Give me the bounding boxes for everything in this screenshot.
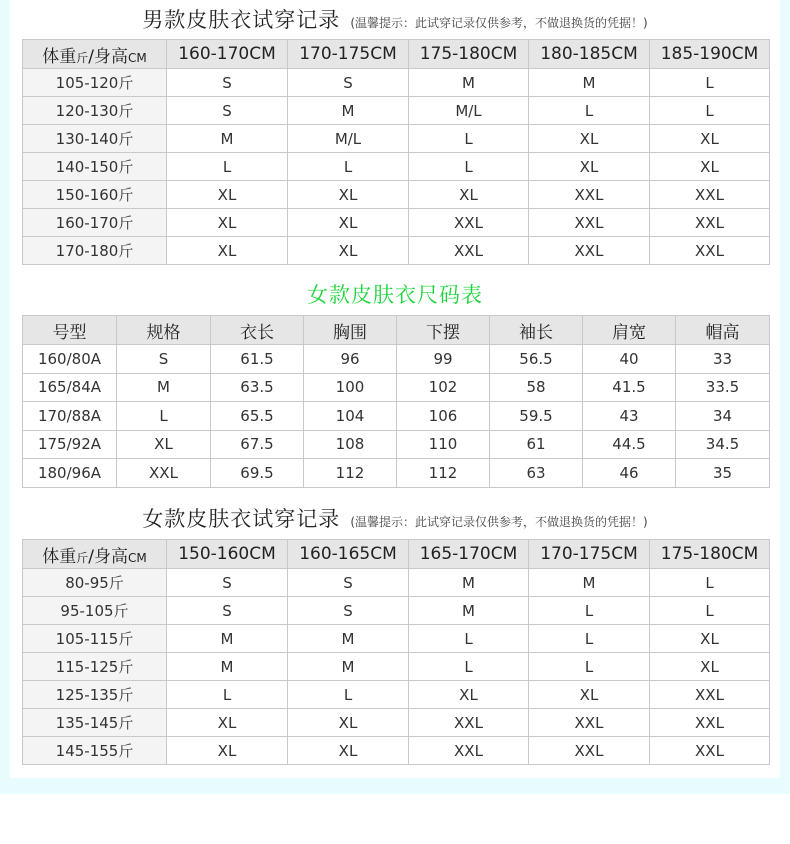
weight-range-cell: 125-135斤 xyxy=(23,681,167,709)
weight-range-cell: 150-160斤 xyxy=(23,181,167,209)
chart-cell: 43 xyxy=(583,402,676,431)
height-range-header: 175-180CM xyxy=(409,40,529,69)
weight-label: 体重 xyxy=(42,546,77,567)
weight-range-cell: 105-115斤 xyxy=(23,625,167,653)
size-cell: XXL xyxy=(650,181,770,209)
table-row xyxy=(23,653,770,681)
size-cell: L xyxy=(650,569,770,597)
size-cell: L xyxy=(529,97,650,125)
weight-range-cell: 95-105斤 xyxy=(23,597,167,625)
weight-height-header xyxy=(23,40,167,69)
height-range-header: 180-185CM xyxy=(529,40,650,69)
size-cell: L xyxy=(650,597,770,625)
women-tryon-table xyxy=(22,539,770,765)
size-cell: XL xyxy=(529,153,650,181)
chart-cell: 63.5 xyxy=(211,373,304,402)
size-cell: XXL xyxy=(650,737,770,765)
size-cell: M xyxy=(409,69,529,97)
chart-cell: 44.5 xyxy=(583,430,676,459)
chart-cell: 110 xyxy=(397,430,490,459)
weight-range-cell: 170-180斤 xyxy=(23,237,167,265)
chart-cell: XXL xyxy=(117,459,211,488)
size-cell: XXL xyxy=(529,209,650,237)
weight-range-cell: 130-140斤 xyxy=(23,125,167,153)
height-label: /身高 xyxy=(88,46,128,67)
height-unit: CM xyxy=(128,50,147,65)
size-cell: S xyxy=(167,97,288,125)
chart-cell: 56.5 xyxy=(490,345,583,374)
size-cell: XL xyxy=(288,709,409,737)
chart-cell: 180/96A xyxy=(23,459,117,488)
size-cell: M xyxy=(288,625,409,653)
table-row xyxy=(23,345,770,374)
size-cell: M xyxy=(167,653,288,681)
table-row xyxy=(23,69,770,97)
height-range-header: 160-165CM xyxy=(288,540,409,569)
size-cell: S xyxy=(288,597,409,625)
men-tryon-header-row xyxy=(23,40,770,69)
size-cell: M/L xyxy=(288,125,409,153)
size-cell: XL xyxy=(167,237,288,265)
table-row xyxy=(23,97,770,125)
size-cell: XL xyxy=(650,625,770,653)
size-cell: XL xyxy=(167,209,288,237)
size-cell: XXL xyxy=(650,237,770,265)
size-cell: L xyxy=(288,153,409,181)
chart-cell: 108 xyxy=(304,430,397,459)
size-cell: S xyxy=(167,569,288,597)
men-tryon-title-row xyxy=(0,4,790,34)
men-tryon-note: (温馨提示：此试穿记录仅供参考，不做退换货的凭据！) xyxy=(350,16,648,30)
size-cell: L xyxy=(650,97,770,125)
women-chart-header-row xyxy=(23,316,770,345)
chart-cell: 58 xyxy=(490,373,583,402)
chart-cell: 61.5 xyxy=(211,345,304,374)
size-cell: L xyxy=(167,153,288,181)
size-cell: M xyxy=(167,125,288,153)
size-cell: M xyxy=(167,625,288,653)
height-range-header: 165-170CM xyxy=(409,540,529,569)
weight-unit: 斤 xyxy=(76,550,89,565)
chart-cell: 63 xyxy=(490,459,583,488)
chart-cell: 160/80A xyxy=(23,345,117,374)
height-range-header: 170-175CM xyxy=(288,40,409,69)
size-cell: XL xyxy=(650,153,770,181)
chart-cell: 40 xyxy=(583,345,676,374)
chart-cell: 112 xyxy=(397,459,490,488)
chart-cell: XL xyxy=(117,430,211,459)
height-range-header: 175-180CM xyxy=(650,540,770,569)
chart-cell: 59.5 xyxy=(490,402,583,431)
height-label: /身高 xyxy=(88,546,128,567)
size-cell: XL xyxy=(167,709,288,737)
chart-cell: 112 xyxy=(304,459,397,488)
size-cell: M xyxy=(409,569,529,597)
size-cell: XL xyxy=(288,209,409,237)
size-cell: S xyxy=(288,569,409,597)
chart-cell: S xyxy=(117,345,211,374)
table-row xyxy=(23,597,770,625)
chart-cell: 170/88A xyxy=(23,402,117,431)
size-cell: L xyxy=(288,681,409,709)
weight-label: 体重 xyxy=(42,46,77,67)
size-cell: XL xyxy=(288,237,409,265)
table-row xyxy=(23,402,770,431)
size-cell: M xyxy=(529,69,650,97)
women-tryon-title: 女款皮肤衣试穿记录 xyxy=(142,507,341,531)
size-cell: M xyxy=(288,97,409,125)
weight-range-cell: 115-125斤 xyxy=(23,653,167,681)
chart-column-header: 帽高 xyxy=(676,316,770,345)
weight-range-cell: 135-145斤 xyxy=(23,709,167,737)
size-cell: L xyxy=(409,625,529,653)
size-cell: XXL xyxy=(529,237,650,265)
women-size-chart-table xyxy=(22,315,770,488)
table-row xyxy=(23,181,770,209)
height-unit: CM xyxy=(128,550,147,565)
size-cell: XXL xyxy=(409,709,529,737)
men-tryon-title: 男款皮肤衣试穿记录 xyxy=(142,8,341,32)
chart-cell: 165/84A xyxy=(23,373,117,402)
size-cell: XXL xyxy=(529,709,650,737)
chart-cell: 96 xyxy=(304,345,397,374)
weight-unit: 斤 xyxy=(76,50,89,65)
weight-height-header xyxy=(23,540,167,569)
chart-cell: 106 xyxy=(397,402,490,431)
size-cell: XL xyxy=(650,125,770,153)
table-row xyxy=(23,681,770,709)
table-row xyxy=(23,209,770,237)
size-cell: L xyxy=(529,597,650,625)
size-cell: XL xyxy=(650,653,770,681)
women-tryon-note: (温馨提示：此试穿记录仅供参考，不做退换货的凭据！) xyxy=(350,515,648,529)
size-cell: XL xyxy=(529,125,650,153)
women-chart-title: 女款皮肤衣尺码表 xyxy=(307,283,483,307)
chart-cell: M xyxy=(117,373,211,402)
chart-cell: 46 xyxy=(583,459,676,488)
size-cell: M xyxy=(409,597,529,625)
size-cell: XL xyxy=(288,737,409,765)
chart-cell: 65.5 xyxy=(211,402,304,431)
weight-range-cell: 160-170斤 xyxy=(23,209,167,237)
chart-column-header: 衣长 xyxy=(211,316,304,345)
size-cell: L xyxy=(409,653,529,681)
size-cell: XL xyxy=(288,181,409,209)
table-row xyxy=(23,373,770,402)
chart-column-header: 肩宽 xyxy=(583,316,676,345)
chart-cell: 33.5 xyxy=(676,373,770,402)
size-cell: L xyxy=(409,125,529,153)
chart-column-header: 号型 xyxy=(23,316,117,345)
chart-cell: 33 xyxy=(676,345,770,374)
size-cell: S xyxy=(167,69,288,97)
size-cell: L xyxy=(529,653,650,681)
size-cell: L xyxy=(650,69,770,97)
weight-range-cell: 105-120斤 xyxy=(23,69,167,97)
table-row xyxy=(23,153,770,181)
weight-range-cell: 80-95斤 xyxy=(23,569,167,597)
size-cell: L xyxy=(529,625,650,653)
size-cell: XL xyxy=(409,681,529,709)
size-cell: XXL xyxy=(409,737,529,765)
height-range-header: 150-160CM xyxy=(167,540,288,569)
table-row xyxy=(23,709,770,737)
chart-cell: 104 xyxy=(304,402,397,431)
size-cell: XXL xyxy=(529,181,650,209)
chart-cell: 34.5 xyxy=(676,430,770,459)
size-cell: S xyxy=(288,69,409,97)
chart-cell: 67.5 xyxy=(211,430,304,459)
size-cell: XXL xyxy=(409,237,529,265)
size-cell: L xyxy=(409,153,529,181)
chart-cell: 34 xyxy=(676,402,770,431)
table-row xyxy=(23,625,770,653)
chart-cell: 35 xyxy=(676,459,770,488)
chart-column-header: 胸围 xyxy=(304,316,397,345)
chart-cell: 41.5 xyxy=(583,373,676,402)
chart-cell: 69.5 xyxy=(211,459,304,488)
chart-cell: 99 xyxy=(397,345,490,374)
size-cell: XL xyxy=(529,681,650,709)
table-row xyxy=(23,430,770,459)
size-cell: XXL xyxy=(409,209,529,237)
women-tryon-header-row xyxy=(23,540,770,569)
men-tryon-table xyxy=(22,39,770,265)
weight-range-cell: 145-155斤 xyxy=(23,737,167,765)
chart-cell: 100 xyxy=(304,373,397,402)
chart-cell: 102 xyxy=(397,373,490,402)
size-cell: M xyxy=(529,569,650,597)
height-range-header: 170-175CM xyxy=(529,540,650,569)
size-cell: XL xyxy=(409,181,529,209)
size-cell: XXL xyxy=(650,209,770,237)
size-cell: XL xyxy=(167,737,288,765)
chart-column-header: 袖长 xyxy=(490,316,583,345)
size-cell: M/L xyxy=(409,97,529,125)
women-chart-title-row xyxy=(0,279,790,309)
table-row xyxy=(23,737,770,765)
size-cell: M xyxy=(288,653,409,681)
size-cell: L xyxy=(167,681,288,709)
height-range-header: 160-170CM xyxy=(167,40,288,69)
chart-cell: 175/92A xyxy=(23,430,117,459)
size-cell: S xyxy=(167,597,288,625)
weight-range-cell: 120-130斤 xyxy=(23,97,167,125)
weight-range-cell: 140-150斤 xyxy=(23,153,167,181)
table-row xyxy=(23,459,770,488)
size-cell: XL xyxy=(167,181,288,209)
women-tryon-title-row xyxy=(0,503,790,533)
size-cell: XXL xyxy=(529,737,650,765)
chart-cell: 61 xyxy=(490,430,583,459)
table-row xyxy=(23,237,770,265)
chart-column-header: 下摆 xyxy=(397,316,490,345)
height-range-header: 185-190CM xyxy=(650,40,770,69)
size-cell: XXL xyxy=(650,709,770,737)
chart-column-header: 规格 xyxy=(117,316,211,345)
table-row xyxy=(23,569,770,597)
table-row xyxy=(23,125,770,153)
size-cell: XXL xyxy=(650,681,770,709)
chart-cell: L xyxy=(117,402,211,431)
